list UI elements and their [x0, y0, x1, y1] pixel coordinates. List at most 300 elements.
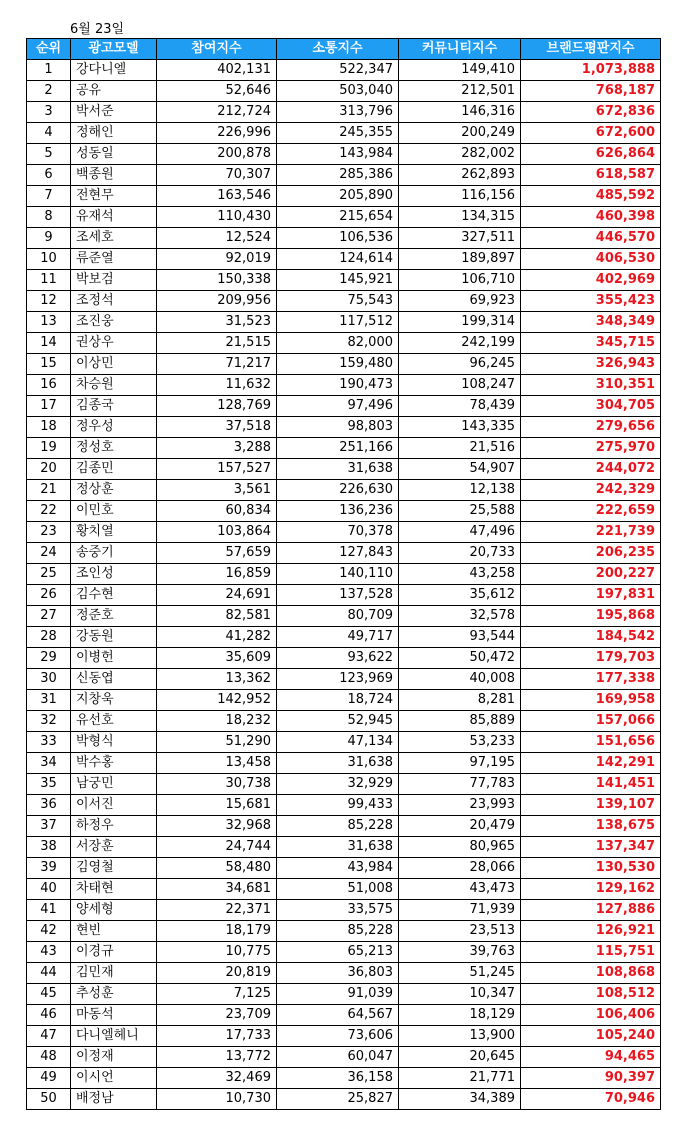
communication-cell: 36,158 [277, 1068, 399, 1089]
communication-cell: 51,008 [277, 879, 399, 900]
brand-reputation-cell: 345,715 [521, 333, 661, 354]
brand-reputation-cell: 222,659 [521, 501, 661, 522]
rank-cell: 29 [27, 648, 71, 669]
model-name-cell: 공유 [71, 81, 157, 102]
table-row [27, 753, 661, 774]
rank-cell: 1 [27, 60, 71, 81]
rank-cell: 40 [27, 879, 71, 900]
participation-cell: 13,458 [157, 753, 277, 774]
table-row [27, 417, 661, 438]
communication-cell: 190,473 [277, 375, 399, 396]
communication-cell: 85,228 [277, 816, 399, 837]
participation-cell: 32,968 [157, 816, 277, 837]
participation-cell: 57,659 [157, 543, 277, 564]
brand-reputation-cell: 94,465 [521, 1047, 661, 1068]
table-row [27, 396, 661, 417]
communication-cell: 31,638 [277, 837, 399, 858]
participation-cell: 24,691 [157, 585, 277, 606]
community-cell: 212,501 [399, 81, 521, 102]
table-row [27, 564, 661, 585]
model-name-cell: 서장훈 [71, 837, 157, 858]
rank-cell: 49 [27, 1068, 71, 1089]
communication-cell: 91,039 [277, 984, 399, 1005]
participation-cell: 402,131 [157, 60, 277, 81]
communication-cell: 106,536 [277, 228, 399, 249]
model-name-cell: 김종국 [71, 396, 157, 417]
rank-cell: 34 [27, 753, 71, 774]
participation-cell: 21,515 [157, 333, 277, 354]
participation-cell: 150,338 [157, 270, 277, 291]
model-name-cell: 김민재 [71, 963, 157, 984]
community-cell: 8,281 [399, 690, 521, 711]
table-row [27, 690, 661, 711]
rank-cell: 7 [27, 186, 71, 207]
brand-reputation-cell: 221,739 [521, 522, 661, 543]
table-row [27, 354, 661, 375]
model-name-cell: 권상우 [71, 333, 157, 354]
table-row [27, 816, 661, 837]
brand-reputation-cell: 672,836 [521, 102, 661, 123]
community-cell: 69,923 [399, 291, 521, 312]
participation-cell: 60,834 [157, 501, 277, 522]
community-cell: 80,965 [399, 837, 521, 858]
community-cell: 199,314 [399, 312, 521, 333]
table-row [27, 81, 661, 102]
model-name-cell: 유선호 [71, 711, 157, 732]
brand-reputation-cell: 206,235 [521, 543, 661, 564]
communication-cell: 33,575 [277, 900, 399, 921]
model-name-cell: 조세호 [71, 228, 157, 249]
model-name-cell: 조정석 [71, 291, 157, 312]
model-name-cell: 강다니엘 [71, 60, 157, 81]
model-name-cell: 이경규 [71, 942, 157, 963]
rank-cell: 16 [27, 375, 71, 396]
table-row [27, 459, 661, 480]
rank-cell: 19 [27, 438, 71, 459]
rank-cell: 48 [27, 1047, 71, 1068]
brand-reputation-cell: 141,451 [521, 774, 661, 795]
communication-cell: 98,803 [277, 417, 399, 438]
model-name-cell: 추성훈 [71, 984, 157, 1005]
participation-cell: 157,527 [157, 459, 277, 480]
table-row [27, 291, 661, 312]
community-cell: 34,389 [399, 1089, 521, 1110]
brand-reputation-cell: 108,868 [521, 963, 661, 984]
model-name-cell: 지창욱 [71, 690, 157, 711]
participation-cell: 7,125 [157, 984, 277, 1005]
table-row [27, 249, 661, 270]
rank-cell: 36 [27, 795, 71, 816]
rank-cell: 17 [27, 396, 71, 417]
communication-cell: 159,480 [277, 354, 399, 375]
brand-reputation-cell: 200,227 [521, 564, 661, 585]
rank-cell: 13 [27, 312, 71, 333]
rank-cell: 20 [27, 459, 71, 480]
model-name-cell: 차승원 [71, 375, 157, 396]
brand-reputation-cell: 406,530 [521, 249, 661, 270]
model-name-cell: 현빈 [71, 921, 157, 942]
model-name-cell: 박서준 [71, 102, 157, 123]
rank-cell: 10 [27, 249, 71, 270]
communication-cell: 43,984 [277, 858, 399, 879]
rank-cell: 8 [27, 207, 71, 228]
community-cell: 28,066 [399, 858, 521, 879]
community-cell: 146,316 [399, 102, 521, 123]
model-name-cell: 조진웅 [71, 312, 157, 333]
communication-cell: 25,827 [277, 1089, 399, 1110]
brand-reputation-cell: 348,349 [521, 312, 661, 333]
communication-cell: 80,709 [277, 606, 399, 627]
brand-reputation-cell: 768,187 [521, 81, 661, 102]
participation-cell: 128,769 [157, 396, 277, 417]
communication-cell: 49,717 [277, 627, 399, 648]
table-row [27, 438, 661, 459]
communication-cell: 226,630 [277, 480, 399, 501]
table-row [27, 711, 661, 732]
participation-cell: 41,282 [157, 627, 277, 648]
community-cell: 77,783 [399, 774, 521, 795]
table-row [27, 837, 661, 858]
brand-reputation-cell: 127,886 [521, 900, 661, 921]
header-communication: 소통지수 [277, 39, 399, 60]
community-cell: 13,900 [399, 1026, 521, 1047]
participation-cell: 24,744 [157, 837, 277, 858]
community-cell: 96,245 [399, 354, 521, 375]
participation-cell: 52,646 [157, 81, 277, 102]
brand-reputation-cell: 672,600 [521, 123, 661, 144]
participation-cell: 103,864 [157, 522, 277, 543]
communication-cell: 124,614 [277, 249, 399, 270]
model-name-cell: 정성호 [71, 438, 157, 459]
model-name-cell: 김종민 [71, 459, 157, 480]
table-row [27, 1005, 661, 1026]
participation-cell: 23,709 [157, 1005, 277, 1026]
table-row [27, 627, 661, 648]
community-cell: 97,195 [399, 753, 521, 774]
rank-cell: 21 [27, 480, 71, 501]
table-header-row [27, 39, 661, 60]
communication-cell: 31,638 [277, 459, 399, 480]
header-community: 커뮤니티지수 [399, 39, 521, 60]
model-name-cell: 정준호 [71, 606, 157, 627]
brand-reputation-cell: 485,592 [521, 186, 661, 207]
community-cell: 51,245 [399, 963, 521, 984]
date-label: 6월 23일 [70, 22, 125, 37]
communication-cell: 18,724 [277, 690, 399, 711]
communication-cell: 245,355 [277, 123, 399, 144]
table-row [27, 1047, 661, 1068]
rank-cell: 31 [27, 690, 71, 711]
participation-cell: 10,730 [157, 1089, 277, 1110]
communication-cell: 285,386 [277, 165, 399, 186]
participation-cell: 92,019 [157, 249, 277, 270]
brand-reputation-cell: 275,970 [521, 438, 661, 459]
participation-cell: 58,480 [157, 858, 277, 879]
model-name-cell: 박보검 [71, 270, 157, 291]
model-name-cell: 이민호 [71, 501, 157, 522]
model-name-cell: 마동석 [71, 1005, 157, 1026]
community-cell: 149,410 [399, 60, 521, 81]
model-name-cell: 강동원 [71, 627, 157, 648]
brand-reputation-cell: 115,751 [521, 942, 661, 963]
communication-cell: 137,528 [277, 585, 399, 606]
table-row [27, 606, 661, 627]
communication-cell: 140,110 [277, 564, 399, 585]
model-name-cell: 조인성 [71, 564, 157, 585]
rank-cell: 44 [27, 963, 71, 984]
table-row [27, 858, 661, 879]
communication-cell: 503,040 [277, 81, 399, 102]
model-name-cell: 신동엽 [71, 669, 157, 690]
communication-cell: 82,000 [277, 333, 399, 354]
model-name-cell: 이병헌 [71, 648, 157, 669]
rank-cell: 32 [27, 711, 71, 732]
brand-reputation-cell: 197,831 [521, 585, 661, 606]
rank-cell: 46 [27, 1005, 71, 1026]
brand-reputation-cell: 179,703 [521, 648, 661, 669]
brand-reputation-cell: 195,868 [521, 606, 661, 627]
community-cell: 20,479 [399, 816, 521, 837]
model-name-cell: 차태현 [71, 879, 157, 900]
header-participation: 참여지수 [157, 39, 277, 60]
rank-cell: 39 [27, 858, 71, 879]
community-cell: 21,516 [399, 438, 521, 459]
rank-cell: 27 [27, 606, 71, 627]
rank-cell: 43 [27, 942, 71, 963]
communication-cell: 93,622 [277, 648, 399, 669]
community-cell: 282,002 [399, 144, 521, 165]
communication-cell: 205,890 [277, 186, 399, 207]
brand-reputation-cell: 1,073,888 [521, 60, 661, 81]
header-rank: 순위 [27, 39, 71, 60]
participation-cell: 20,819 [157, 963, 277, 984]
model-name-cell: 이정재 [71, 1047, 157, 1068]
community-cell: 85,889 [399, 711, 521, 732]
table-row [27, 270, 661, 291]
brand-reputation-cell: 169,958 [521, 690, 661, 711]
communication-cell: 251,166 [277, 438, 399, 459]
brand-reputation-cell: 279,656 [521, 417, 661, 438]
rank-cell: 35 [27, 774, 71, 795]
community-cell: 54,907 [399, 459, 521, 480]
communication-cell: 73,606 [277, 1026, 399, 1047]
table-row [27, 333, 661, 354]
brand-reputation-cell: 157,066 [521, 711, 661, 732]
model-name-cell: 김수현 [71, 585, 157, 606]
brand-reputation-cell: 70,946 [521, 1089, 661, 1110]
brand-reputation-cell: 184,542 [521, 627, 661, 648]
rank-cell: 5 [27, 144, 71, 165]
rank-cell: 3 [27, 102, 71, 123]
participation-cell: 3,561 [157, 480, 277, 501]
model-name-cell: 송중기 [71, 543, 157, 564]
communication-cell: 60,047 [277, 1047, 399, 1068]
community-cell: 20,733 [399, 543, 521, 564]
brand-reputation-cell: 242,329 [521, 480, 661, 501]
community-cell: 40,008 [399, 669, 521, 690]
brand-reputation-cell: 126,921 [521, 921, 661, 942]
rank-cell: 24 [27, 543, 71, 564]
community-cell: 50,472 [399, 648, 521, 669]
table-row [27, 123, 661, 144]
brand-reputation-cell: 304,705 [521, 396, 661, 417]
community-cell: 25,588 [399, 501, 521, 522]
rank-cell: 25 [27, 564, 71, 585]
rank-cell: 28 [27, 627, 71, 648]
table-row [27, 60, 661, 81]
table-row [27, 375, 661, 396]
table-row [27, 1026, 661, 1047]
model-name-cell: 이상민 [71, 354, 157, 375]
community-cell: 189,897 [399, 249, 521, 270]
model-name-cell: 남궁민 [71, 774, 157, 795]
community-cell: 39,763 [399, 942, 521, 963]
participation-cell: 31,523 [157, 312, 277, 333]
rank-cell: 11 [27, 270, 71, 291]
brand-reputation-cell: 108,512 [521, 984, 661, 1005]
model-name-cell: 박형식 [71, 732, 157, 753]
table-row [27, 648, 661, 669]
community-cell: 78,439 [399, 396, 521, 417]
model-name-cell: 이시언 [71, 1068, 157, 1089]
community-cell: 23,513 [399, 921, 521, 942]
model-name-cell: 양세형 [71, 900, 157, 921]
brand-reputation-cell: 618,587 [521, 165, 661, 186]
table-row [27, 963, 661, 984]
model-name-cell: 백종원 [71, 165, 157, 186]
participation-cell: 12,524 [157, 228, 277, 249]
model-name-cell: 유재석 [71, 207, 157, 228]
rank-cell: 6 [27, 165, 71, 186]
rank-cell: 45 [27, 984, 71, 1005]
table-row [27, 585, 661, 606]
brand-reputation-cell: 626,864 [521, 144, 661, 165]
communication-cell: 47,134 [277, 732, 399, 753]
rank-cell: 33 [27, 732, 71, 753]
participation-cell: 16,859 [157, 564, 277, 585]
participation-cell: 70,307 [157, 165, 277, 186]
table-row [27, 669, 661, 690]
community-cell: 242,199 [399, 333, 521, 354]
table-row [27, 543, 661, 564]
participation-cell: 226,996 [157, 123, 277, 144]
brand-reputation-cell: 460,398 [521, 207, 661, 228]
participation-cell: 163,546 [157, 186, 277, 207]
participation-cell: 37,518 [157, 417, 277, 438]
communication-cell: 143,984 [277, 144, 399, 165]
rank-cell: 42 [27, 921, 71, 942]
model-name-cell: 황치열 [71, 522, 157, 543]
communication-cell: 70,378 [277, 522, 399, 543]
participation-cell: 18,232 [157, 711, 277, 732]
community-cell: 53,233 [399, 732, 521, 753]
community-cell: 143,335 [399, 417, 521, 438]
communication-cell: 99,433 [277, 795, 399, 816]
model-name-cell: 김영철 [71, 858, 157, 879]
model-name-cell: 다니엘헤니 [71, 1026, 157, 1047]
table-row [27, 900, 661, 921]
table-row [27, 1068, 661, 1089]
community-cell: 134,315 [399, 207, 521, 228]
brand-reputation-cell: 138,675 [521, 816, 661, 837]
model-name-cell: 류준열 [71, 249, 157, 270]
model-name-cell: 박수홍 [71, 753, 157, 774]
rank-cell: 47 [27, 1026, 71, 1047]
table-row [27, 228, 661, 249]
participation-cell: 82,581 [157, 606, 277, 627]
table-row [27, 774, 661, 795]
community-cell: 12,138 [399, 480, 521, 501]
table-row [27, 165, 661, 186]
participation-cell: 32,469 [157, 1068, 277, 1089]
table-row [27, 1089, 661, 1110]
brand-reputation-cell: 177,338 [521, 669, 661, 690]
table-row [27, 102, 661, 123]
participation-cell: 110,430 [157, 207, 277, 228]
participation-cell: 11,632 [157, 375, 277, 396]
participation-cell: 30,738 [157, 774, 277, 795]
participation-cell: 13,772 [157, 1047, 277, 1068]
table-row [27, 942, 661, 963]
community-cell: 71,939 [399, 900, 521, 921]
header-model: 광고모델 [71, 39, 157, 60]
participation-cell: 209,956 [157, 291, 277, 312]
table-row [27, 795, 661, 816]
communication-cell: 65,213 [277, 942, 399, 963]
participation-cell: 35,609 [157, 648, 277, 669]
rank-cell: 23 [27, 522, 71, 543]
community-cell: 32,578 [399, 606, 521, 627]
table-row [27, 732, 661, 753]
table-row [27, 522, 661, 543]
brand-reputation-cell: 90,397 [521, 1068, 661, 1089]
community-cell: 93,544 [399, 627, 521, 648]
communication-cell: 75,543 [277, 291, 399, 312]
communication-cell: 313,796 [277, 102, 399, 123]
brand-reputation-cell: 142,291 [521, 753, 661, 774]
rank-cell: 9 [27, 228, 71, 249]
model-name-cell: 배정남 [71, 1089, 157, 1110]
rank-cell: 50 [27, 1089, 71, 1110]
rank-cell: 26 [27, 585, 71, 606]
participation-cell: 200,878 [157, 144, 277, 165]
rank-cell: 38 [27, 837, 71, 858]
model-name-cell: 정우성 [71, 417, 157, 438]
community-cell: 43,473 [399, 879, 521, 900]
brand-reputation-cell: 139,107 [521, 795, 661, 816]
brand-reputation-cell: 355,423 [521, 291, 661, 312]
brand-reputation-cell: 106,406 [521, 1005, 661, 1026]
rank-cell: 14 [27, 333, 71, 354]
table-row [27, 312, 661, 333]
participation-cell: 51,290 [157, 732, 277, 753]
community-cell: 327,511 [399, 228, 521, 249]
table-row [27, 984, 661, 1005]
table-row [27, 207, 661, 228]
community-cell: 18,129 [399, 1005, 521, 1026]
participation-cell: 3,288 [157, 438, 277, 459]
brand-reputation-cell: 326,943 [521, 354, 661, 375]
communication-cell: 36,803 [277, 963, 399, 984]
rank-cell: 4 [27, 123, 71, 144]
community-cell: 20,645 [399, 1047, 521, 1068]
brand-reputation-table [26, 38, 661, 1110]
table-row [27, 480, 661, 501]
community-cell: 106,710 [399, 270, 521, 291]
participation-cell: 212,724 [157, 102, 277, 123]
participation-cell: 71,217 [157, 354, 277, 375]
community-cell: 47,496 [399, 522, 521, 543]
